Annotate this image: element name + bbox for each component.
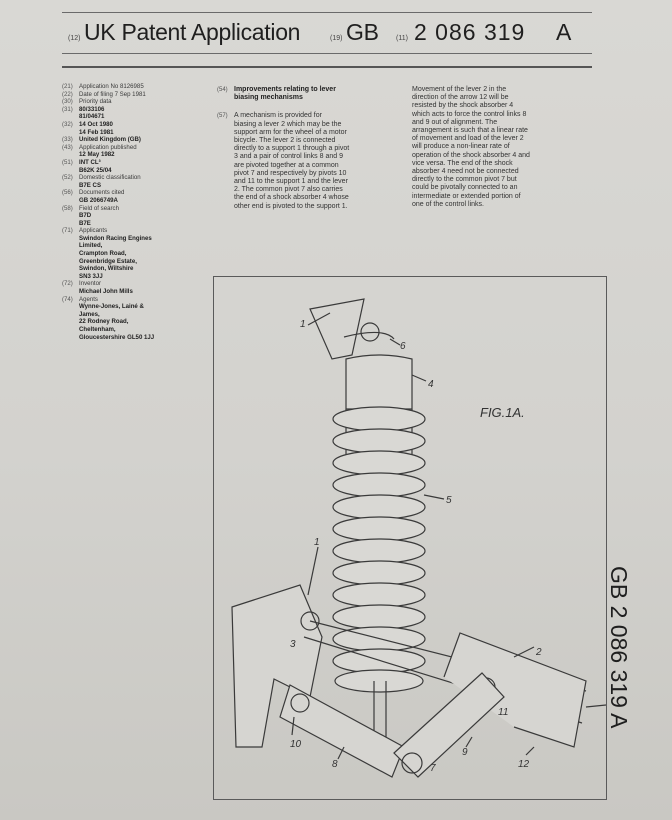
shock-absorber-body xyxy=(346,355,412,409)
abstract-continued-line: intermediate or extended portion of xyxy=(412,192,521,200)
inid-code: (56) xyxy=(62,189,73,197)
abstract-continued-line: absorber 4 need not be connected xyxy=(412,168,519,176)
biblio-value: Swindon Racing Engines xyxy=(79,234,152,242)
publication-number: 2 086 319 xyxy=(414,19,526,45)
biblio-value: Agents xyxy=(79,295,98,303)
leader-6 xyxy=(390,339,400,345)
abstract-continued-line: one of the control links. xyxy=(412,200,484,208)
biblio-value: INT CL³ xyxy=(79,158,101,166)
bibliographic-data xyxy=(62,83,212,341)
inid-code xyxy=(62,212,79,220)
abstract-continued-line: directly to the common pivot 7 but xyxy=(412,176,517,184)
biblio-value: Inventor xyxy=(79,280,102,288)
biblio-value: Cheltenham, xyxy=(79,326,116,333)
abstract-line: bicycle. The lever 2 is connected xyxy=(234,137,336,145)
biblio-row xyxy=(62,235,212,243)
biblio-value: Field of search xyxy=(79,204,119,212)
abstract-continued-line: operation of the shock absorber 4 and xyxy=(412,151,530,159)
biblio-row xyxy=(62,265,212,273)
biblio-value: Priority data xyxy=(79,98,112,106)
biblio-value: SN3 3JJ xyxy=(79,272,103,280)
side-publication-number xyxy=(582,566,642,796)
inid-code: (58) xyxy=(62,204,73,212)
abstract-line: A mechanism is provided for xyxy=(234,112,322,120)
inid-code xyxy=(62,258,79,266)
biblio-value: 81/04671 xyxy=(79,113,105,121)
biblio-value: 14 Feb 1981 xyxy=(79,128,114,136)
inid-code xyxy=(62,151,79,159)
abstract-line: directly to a support 1 through a pivot xyxy=(234,145,350,153)
biblio-row xyxy=(62,296,212,304)
biblio-row xyxy=(62,334,212,342)
abstract xyxy=(217,112,397,210)
abstract-continued-line: which acts to force the control links 8 xyxy=(412,110,527,118)
abstract-continued-line: vice versa. The end of the shock xyxy=(412,159,513,167)
biblio-value: Limited, xyxy=(79,242,103,250)
biblio-value: Michael John Mills xyxy=(79,288,133,296)
country-code: GB xyxy=(346,19,379,45)
abstract-continued-line: arrangement is such that a linear rate xyxy=(412,127,528,135)
ref-label-9: 9 xyxy=(462,747,468,758)
ref-label-4: 4 xyxy=(428,379,434,390)
side-number-text: GB 2 086 319 A xyxy=(606,566,632,729)
ref-label-2: 2 xyxy=(536,647,542,658)
inid-code: (72) xyxy=(62,280,73,288)
inid-code: (43) xyxy=(62,143,73,151)
title-and-abstract xyxy=(217,86,397,211)
inid-code: (32) xyxy=(62,120,73,128)
document-title: UK Patent Application xyxy=(84,19,301,45)
ref-label-8: 8 xyxy=(332,759,338,770)
ref-label-3: 3 xyxy=(290,639,296,650)
inid-code xyxy=(62,197,79,205)
biblio-value: James, xyxy=(79,310,100,318)
ref-label-1-top: 1 xyxy=(300,319,306,330)
biblio-row xyxy=(62,121,212,129)
leader-2 xyxy=(514,647,534,657)
inid-code: (31) xyxy=(62,105,73,113)
inid-code xyxy=(62,326,79,334)
inid-code-11: (11) xyxy=(396,35,408,42)
abstract-line: 3 and a pair of control links 8 and 9 xyxy=(234,153,343,161)
abstract-line: are pivoted together at a common xyxy=(234,161,339,169)
abstract-body xyxy=(234,112,349,210)
abstract-line: 2. The common pivot 7 also carries xyxy=(234,186,343,194)
biblio-value: Domestic classification xyxy=(79,174,141,182)
header-rule xyxy=(62,66,592,68)
abstract-continued-line: could be pivotally connected to an xyxy=(412,184,518,192)
biblio-row xyxy=(62,159,212,167)
inid-code: (74) xyxy=(62,295,73,303)
ref-label-10: 10 xyxy=(290,739,302,750)
biblio-row xyxy=(62,182,212,190)
biblio-value: United Kingdom (GB) xyxy=(79,136,141,144)
abstract-continued xyxy=(412,86,592,209)
biblio-value: 14 Oct 1980 xyxy=(79,120,113,128)
biblio-value: Application No 8126985 xyxy=(79,83,144,90)
inid-code xyxy=(62,250,79,258)
invention-title-line-1: Improvements relating to lever xyxy=(234,86,336,93)
biblio-row xyxy=(62,83,212,91)
biblio-row xyxy=(62,136,212,144)
biblio-row xyxy=(62,144,212,152)
biblio-value: Documents cited xyxy=(79,189,125,197)
inid-code: (33) xyxy=(62,136,73,144)
inid-code xyxy=(62,220,79,228)
abstract-line: the end of a shock absorber 4 whose xyxy=(234,194,349,202)
inid-code-54: (54) xyxy=(217,87,228,93)
biblio-value: 80/33106 xyxy=(79,105,105,113)
biblio-value: Date of filing 7 Sep 1981 xyxy=(79,90,146,98)
coil-spring-5 xyxy=(333,407,425,692)
biblio-row xyxy=(62,220,212,228)
biblio-value: B7E CS xyxy=(79,181,102,189)
inid-code xyxy=(62,311,79,319)
biblio-row xyxy=(62,197,212,205)
biblio-row xyxy=(62,98,212,106)
biblio-value: Greenbridge Estate, xyxy=(79,257,137,265)
biblio-value: Gloucestershire GL50 1JJ xyxy=(79,333,155,341)
inid-code xyxy=(62,242,79,250)
biblio-row xyxy=(62,151,212,159)
abstract-line: and 11 to the support 1 and the lever xyxy=(234,178,348,186)
inid-code-19: (19) xyxy=(330,35,343,42)
ref-label-6: 6 xyxy=(400,341,406,352)
biblio-value: 12 May 1982 xyxy=(79,151,115,159)
inid-code xyxy=(62,318,79,326)
abstract-line: biasing a lever 2 which may be the xyxy=(234,120,342,128)
leader-12 xyxy=(526,747,534,755)
biblio-row xyxy=(62,106,212,114)
patent-header xyxy=(62,12,592,54)
leader-1b xyxy=(308,547,318,595)
biblio-value: Swindon, Wiltshire xyxy=(79,265,134,273)
abstract-continued-line: and 9 out of alignment. The xyxy=(412,118,498,126)
ref-label-5: 5 xyxy=(446,495,452,506)
biblio-row xyxy=(62,250,212,258)
biblio-row xyxy=(62,242,212,250)
figure-label: FIG.1A. xyxy=(480,405,525,420)
fig-1a-drawing xyxy=(214,277,606,799)
biblio-row xyxy=(62,227,212,235)
inid-code xyxy=(62,235,79,243)
inid-code-57: (57) xyxy=(217,113,228,120)
abstract-line: support arm for the wheel of a motor xyxy=(234,128,347,136)
inid-code xyxy=(62,182,79,190)
biblio-row xyxy=(62,318,212,326)
ref-label-7: 7 xyxy=(430,763,436,774)
inid-code: (30) xyxy=(62,98,73,106)
biblio-row xyxy=(62,167,212,175)
inid-code: (52) xyxy=(62,174,73,182)
kind-code: A xyxy=(556,19,572,45)
inid-code xyxy=(62,167,79,175)
ref-label-11: 11 xyxy=(498,707,509,718)
ref-label-12: 12 xyxy=(518,759,530,770)
inid-code xyxy=(62,273,79,281)
biblio-row xyxy=(62,189,212,197)
biblio-row xyxy=(62,311,212,319)
biblio-row xyxy=(62,91,212,99)
biblio-value: B7E xyxy=(79,219,91,227)
inid-code xyxy=(62,303,79,311)
invention-title-line-2: biasing mechanisms xyxy=(234,94,303,102)
leader-4 xyxy=(412,375,426,381)
biblio-value: Wynne-Jones, Lainé & xyxy=(79,303,144,311)
biblio-value: 22 Rodney Road, xyxy=(79,318,129,326)
abstract-continued-line: direction of the arrow 12 will be xyxy=(412,94,509,102)
biblio-row xyxy=(62,258,212,266)
biblio-value: Applicants xyxy=(79,227,108,235)
inid-code xyxy=(62,129,79,137)
inid-code: (22) xyxy=(62,90,73,98)
biblio-row xyxy=(62,113,212,121)
biblio-row xyxy=(62,326,212,334)
biblio-row xyxy=(62,288,212,296)
upper-mount xyxy=(310,299,364,359)
biblio-value: Application published xyxy=(79,143,137,151)
biblio-row xyxy=(62,303,212,311)
inid-code xyxy=(62,334,79,342)
inid-code: (71) xyxy=(62,227,73,235)
ref-label-1-side: 1 xyxy=(314,537,320,548)
abstract-line: pivot 7 and respectively by pivots 10 xyxy=(234,169,347,177)
inid-code: (51) xyxy=(62,158,73,166)
biblio-row xyxy=(62,129,212,137)
inid-code: (21) xyxy=(62,83,73,90)
abstract-continued-line: resisted by the shock absorber 4 xyxy=(412,102,514,110)
leader-9 xyxy=(466,737,472,747)
inid-code-12: (12) xyxy=(68,35,81,42)
abstract-line: other end is pivoted to the support 1. xyxy=(234,202,348,210)
abstract-continued-line: of movement and load of the lever 2 xyxy=(412,135,524,143)
biblio-value: B62K 25/04 xyxy=(79,166,112,174)
inid-code xyxy=(62,265,79,273)
leader-5 xyxy=(424,495,444,499)
biblio-row xyxy=(62,273,212,281)
abstract-continued-line: Movement of the lever 2 in the xyxy=(412,86,507,93)
biblio-row xyxy=(62,205,212,213)
biblio-row xyxy=(62,212,212,220)
biblio-value: GB 2066749A xyxy=(79,196,118,204)
biblio-value: B7D xyxy=(79,212,92,220)
abstract-continued-line: will produce a non-linear rate of xyxy=(412,143,510,151)
biblio-value: Crampton Road, xyxy=(79,250,127,258)
inid-code xyxy=(62,113,79,121)
drawing-frame xyxy=(213,276,607,800)
biblio-row xyxy=(62,174,212,182)
inid-code xyxy=(62,288,79,296)
biblio-row xyxy=(62,280,212,288)
